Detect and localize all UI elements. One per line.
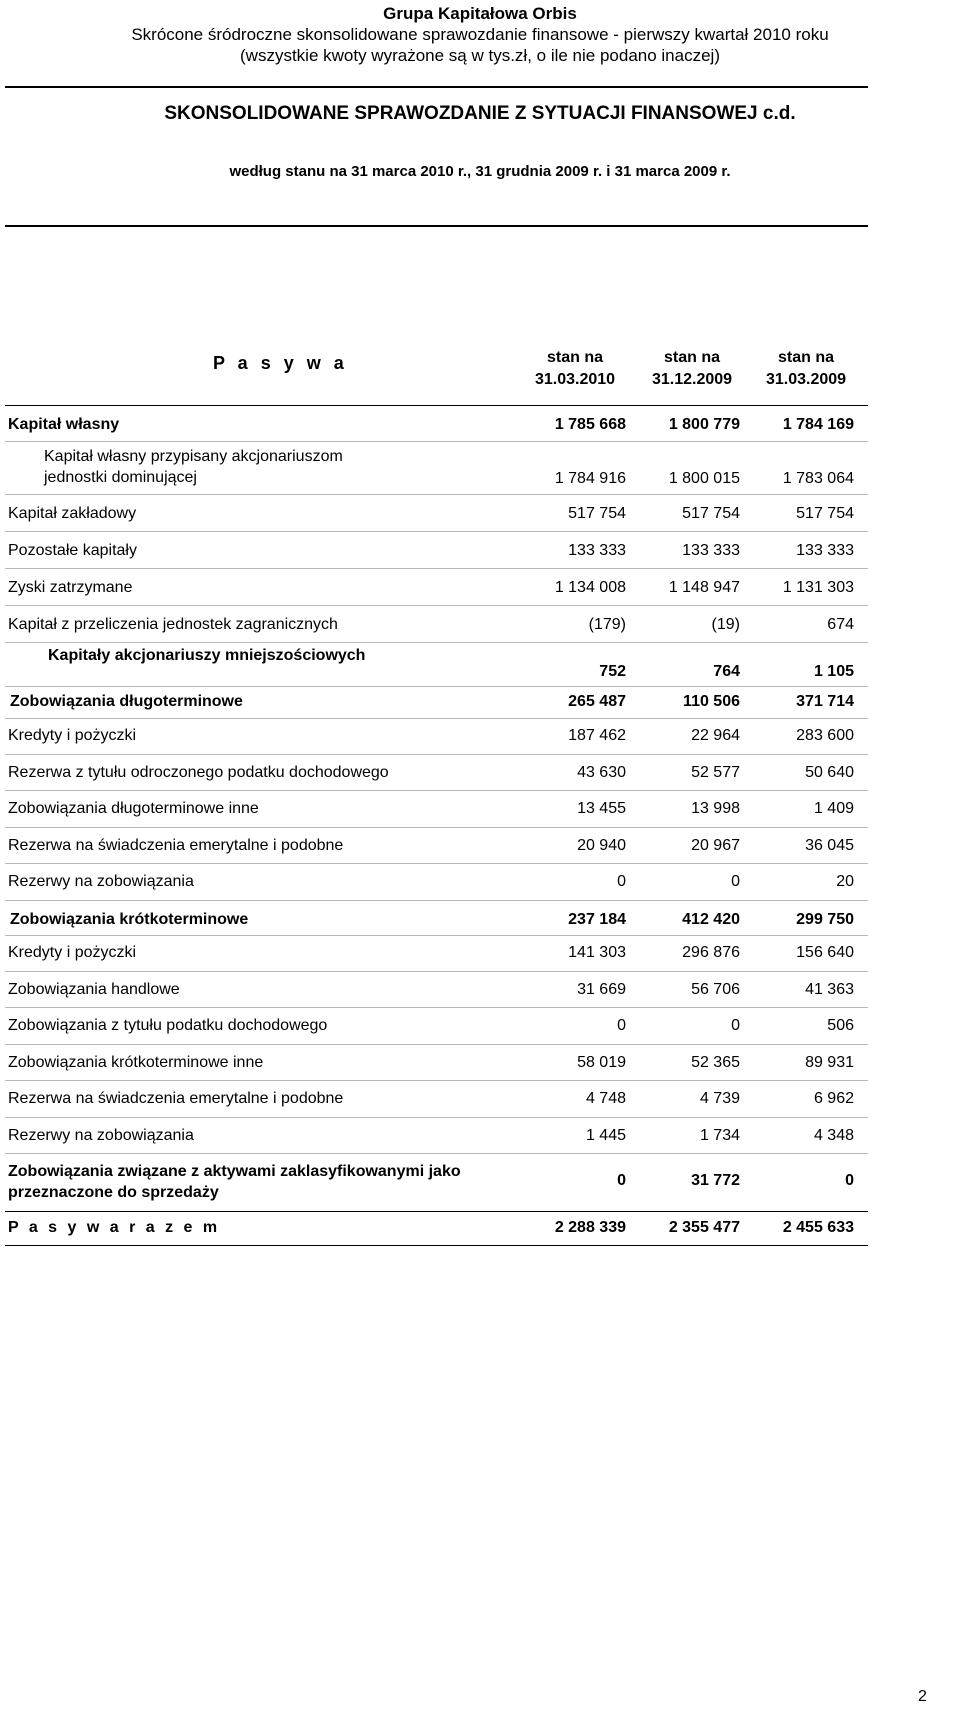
row-value-2009q4: 4 739 — [699, 1090, 740, 1107]
company-name: Grupa Kapitałowa Orbis — [383, 4, 577, 23]
row-label-line1: Kapitał własny przypisany akcjonariuszom — [44, 448, 343, 465]
table-row-equity — [0, 411, 868, 441]
row-label: Rezerwa na świadczenia emerytalne i podobne — [8, 837, 344, 854]
row-label: P a s y w a r a z e m — [8, 1219, 221, 1236]
row-value-2009q4: 1 800 015 — [668, 470, 740, 487]
statement-title: SKONSOLIDOWANE SPRAWOZDANIE Z SYTUACJI FINANSOWEJ c.d. — [164, 103, 796, 124]
row-value-2010q1: 0 — [617, 873, 626, 890]
row-value-2009q1: 1 783 064 — [782, 470, 854, 487]
section-label: P a s y w a — [213, 353, 348, 373]
row-label-line2: jednostki dominującej — [44, 469, 197, 486]
row-value-2009q4: 0 — [731, 1017, 740, 1034]
column-header-3-line2: 31.03.2009 — [765, 371, 847, 388]
table-row-parent-equity — [0, 442, 868, 494]
column-header-2-line2: 31.12.2009 — [651, 371, 733, 388]
column-header-2 — [632, 347, 752, 391]
row-value-2009q1: 50 640 — [805, 764, 854, 781]
row-value-2009q4: 296 876 — [682, 944, 740, 961]
table-row — [0, 1122, 868, 1152]
row-label: Kapitał z przeliczenia jednostek zagranicznych — [8, 616, 338, 633]
row-value-2009q4: 2 355 477 — [668, 1219, 740, 1236]
row-value-2009q4: 1 800 779 — [668, 416, 740, 433]
row-divider — [5, 827, 868, 828]
table-row — [0, 611, 868, 641]
row-value-2010q1: 0 — [617, 1172, 626, 1189]
row-label: Zobowiązania handlowe — [8, 981, 180, 998]
column-header-3-line1: stan na — [777, 349, 834, 366]
row-value-2009q4: 764 — [713, 663, 740, 680]
row-label: Kredyty i pożyczki — [8, 944, 137, 961]
table-row — [0, 1012, 868, 1042]
row-label: Zyski zatrzymane — [8, 579, 133, 596]
row-divider — [5, 494, 868, 495]
row-value-2010q1: 265 487 — [568, 693, 626, 710]
column-header-2-line1: stan na — [663, 349, 720, 366]
row-value-2009q1: 0 — [845, 1172, 854, 1189]
row-label-line2: przeznaczone do sprzedaży — [8, 1184, 219, 1201]
table-row — [0, 976, 868, 1006]
row-value-2009q1: 4 348 — [813, 1127, 854, 1144]
row-label-line1: Zobowiązania związane z aktywami zaklasyfikowanymi jako — [8, 1163, 461, 1180]
row-value-2010q1: 2 288 339 — [554, 1219, 626, 1236]
table-row — [0, 500, 868, 530]
row-value-2009q4: 0 — [731, 873, 740, 890]
column-header-3 — [746, 347, 866, 391]
row-value-2010q1: 517 754 — [568, 505, 626, 522]
row-value-2009q4: 110 506 — [683, 693, 740, 710]
row-label: Kredyty i pożyczki — [8, 727, 137, 744]
row-value-2009q4: 133 333 — [682, 542, 740, 559]
row-value-2010q1: 1 134 008 — [554, 579, 626, 596]
page-number: 2 — [918, 1688, 927, 1705]
row-value-2009q1: 36 045 — [805, 837, 854, 854]
row-value-2009q1: 1 409 — [813, 800, 854, 817]
row-divider — [5, 1211, 868, 1212]
row-label — [8, 1161, 461, 1203]
row-value-2010q1: 58 019 — [577, 1054, 626, 1071]
row-label: Pozostałe kapitały — [8, 542, 137, 559]
row-divider — [5, 718, 868, 719]
row-value-2010q1: 13 455 — [577, 800, 626, 817]
row-value-2009q1: 2 455 633 — [782, 1219, 854, 1236]
row-value-2010q1: 4 748 — [585, 1090, 626, 1107]
table-row-short-term — [0, 906, 868, 936]
row-divider — [5, 790, 868, 791]
row-value-2010q1: 20 940 — [577, 837, 626, 854]
row-value-2010q1: 1 785 668 — [554, 416, 626, 433]
row-divider — [5, 1007, 868, 1008]
table-top-rule — [5, 405, 868, 406]
row-label: Kapitał własny — [8, 416, 120, 433]
subtitle-rule — [5, 225, 868, 227]
row-value-2009q4: 1 734 — [699, 1127, 740, 1144]
row-divider — [5, 935, 868, 936]
row-divider — [5, 1117, 868, 1118]
row-label: Kapitał zakładowy — [8, 505, 137, 522]
row-value-2009q1: 133 333 — [796, 542, 854, 559]
row-value-2010q1: 1 445 — [585, 1127, 626, 1144]
column-header-1-line2: 31.03.2010 — [534, 371, 616, 388]
row-divider — [5, 1153, 868, 1154]
row-value-2009q1: 1 131 303 — [782, 579, 854, 596]
row-value-2009q4: 13 998 — [691, 800, 740, 817]
row-value-2010q1: 133 333 — [568, 542, 626, 559]
row-divider — [5, 754, 868, 755]
row-value-2009q4: 20 967 — [691, 837, 740, 854]
header-rule — [5, 86, 868, 88]
row-value-2009q1: 89 931 — [805, 1054, 854, 1071]
row-label: Zobowiązania długoterminowe inne — [8, 800, 259, 817]
row-value-2009q4: 31 772 — [691, 1172, 740, 1189]
row-value-2009q4: (19) — [711, 616, 740, 633]
row-value-2010q1: 237 184 — [568, 911, 626, 928]
row-value-2009q1: 156 640 — [796, 944, 854, 961]
row-value-2009q4: 412 420 — [682, 911, 740, 928]
statement-subtitle: według stanu na 31 marca 2010 r., 31 grudnia 2009 r. i 31 marca 2009 r. — [229, 163, 731, 180]
row-label: Rezerwa na świadczenia emerytalne i podobne — [8, 1090, 344, 1107]
row-label: Zobowiązania krótkoterminowe inne — [8, 1054, 264, 1071]
table-row — [0, 939, 868, 969]
row-value-2010q1: (179) — [588, 616, 626, 633]
table-bottom-rule — [5, 1245, 868, 1246]
row-value-2010q1: 43 630 — [577, 764, 626, 781]
row-value-2009q1: 371 714 — [796, 693, 854, 710]
row-divider — [5, 863, 868, 864]
row-value-2009q1: 41 363 — [805, 981, 854, 998]
row-value-2009q4: 56 706 — [691, 981, 740, 998]
row-value-2009q1: 299 750 — [796, 911, 854, 928]
row-label: Zobowiązania krótkoterminowe — [10, 911, 249, 928]
row-value-2010q1: 752 — [599, 663, 626, 680]
row-divider — [5, 605, 868, 606]
row-value-2009q4: 52 365 — [691, 1054, 740, 1071]
row-label — [44, 446, 343, 488]
row-value-2009q1: 1 105 — [813, 663, 854, 680]
row-value-2010q1: 187 462 — [568, 727, 626, 744]
row-value-2010q1: 141 303 — [568, 944, 626, 961]
row-divider — [5, 686, 868, 687]
column-header-1 — [515, 347, 635, 391]
table-row — [0, 795, 868, 825]
row-label: Zobowiązania długoterminowe — [10, 693, 243, 710]
amounts-note: (wszystkie kwoty wyrażone są w tys.zł, o ile nie podano inaczej) — [240, 46, 720, 65]
row-divider — [5, 971, 868, 972]
table-row-minority — [0, 643, 868, 687]
table-row-total — [0, 1214, 868, 1244]
row-value-2009q1: 506 — [827, 1017, 854, 1034]
row-value-2010q1: 31 669 — [577, 981, 626, 998]
row-value-2009q1: 283 600 — [796, 727, 854, 744]
row-divider — [5, 531, 868, 532]
row-label: Rezerwy na zobowiązania — [8, 873, 194, 890]
row-label: Rezerwa z tytułu odroczonego podatku dochodowego — [8, 764, 389, 781]
row-label: Kapitały akcjonariuszy mniejszościowych — [48, 647, 366, 664]
row-divider — [5, 1080, 868, 1081]
row-value-2009q1: 674 — [827, 616, 854, 633]
row-value-2009q4: 52 577 — [691, 764, 740, 781]
table-row — [0, 574, 868, 604]
table-row — [0, 759, 868, 789]
row-value-2009q1: 6 962 — [813, 1090, 854, 1107]
table-row — [0, 537, 868, 567]
table-row — [0, 1049, 868, 1079]
row-value-2009q4: 517 754 — [682, 505, 740, 522]
row-value-2010q1: 0 — [617, 1017, 626, 1034]
row-value-2009q1: 20 — [836, 873, 854, 890]
row-value-2009q1: 1 784 169 — [782, 416, 854, 433]
row-divider — [5, 900, 868, 901]
table-row — [0, 1085, 868, 1115]
row-value-2009q4: 1 148 947 — [668, 579, 740, 596]
row-value-2009q1: 517 754 — [796, 505, 854, 522]
row-divider — [5, 1044, 868, 1045]
row-value-2010q1: 1 784 916 — [554, 470, 626, 487]
table-row — [0, 722, 868, 752]
table-row — [0, 868, 868, 898]
row-label: Rezerwy na zobowiązania — [8, 1127, 194, 1144]
column-header-1-line1: stan na — [546, 349, 603, 366]
table-row-long-term — [0, 688, 868, 718]
table-row-held-for-sale — [0, 1156, 868, 1210]
row-divider — [5, 568, 868, 569]
row-value-2009q4: 22 964 — [691, 727, 740, 744]
report-title: Skrócone śródroczne skonsolidowane sprawozdanie finansowe - pierwszy kwartał 2010 roku — [131, 25, 829, 44]
table-row — [0, 832, 868, 862]
row-label: Zobowiązania z tytułu podatku dochodowego — [8, 1017, 328, 1034]
